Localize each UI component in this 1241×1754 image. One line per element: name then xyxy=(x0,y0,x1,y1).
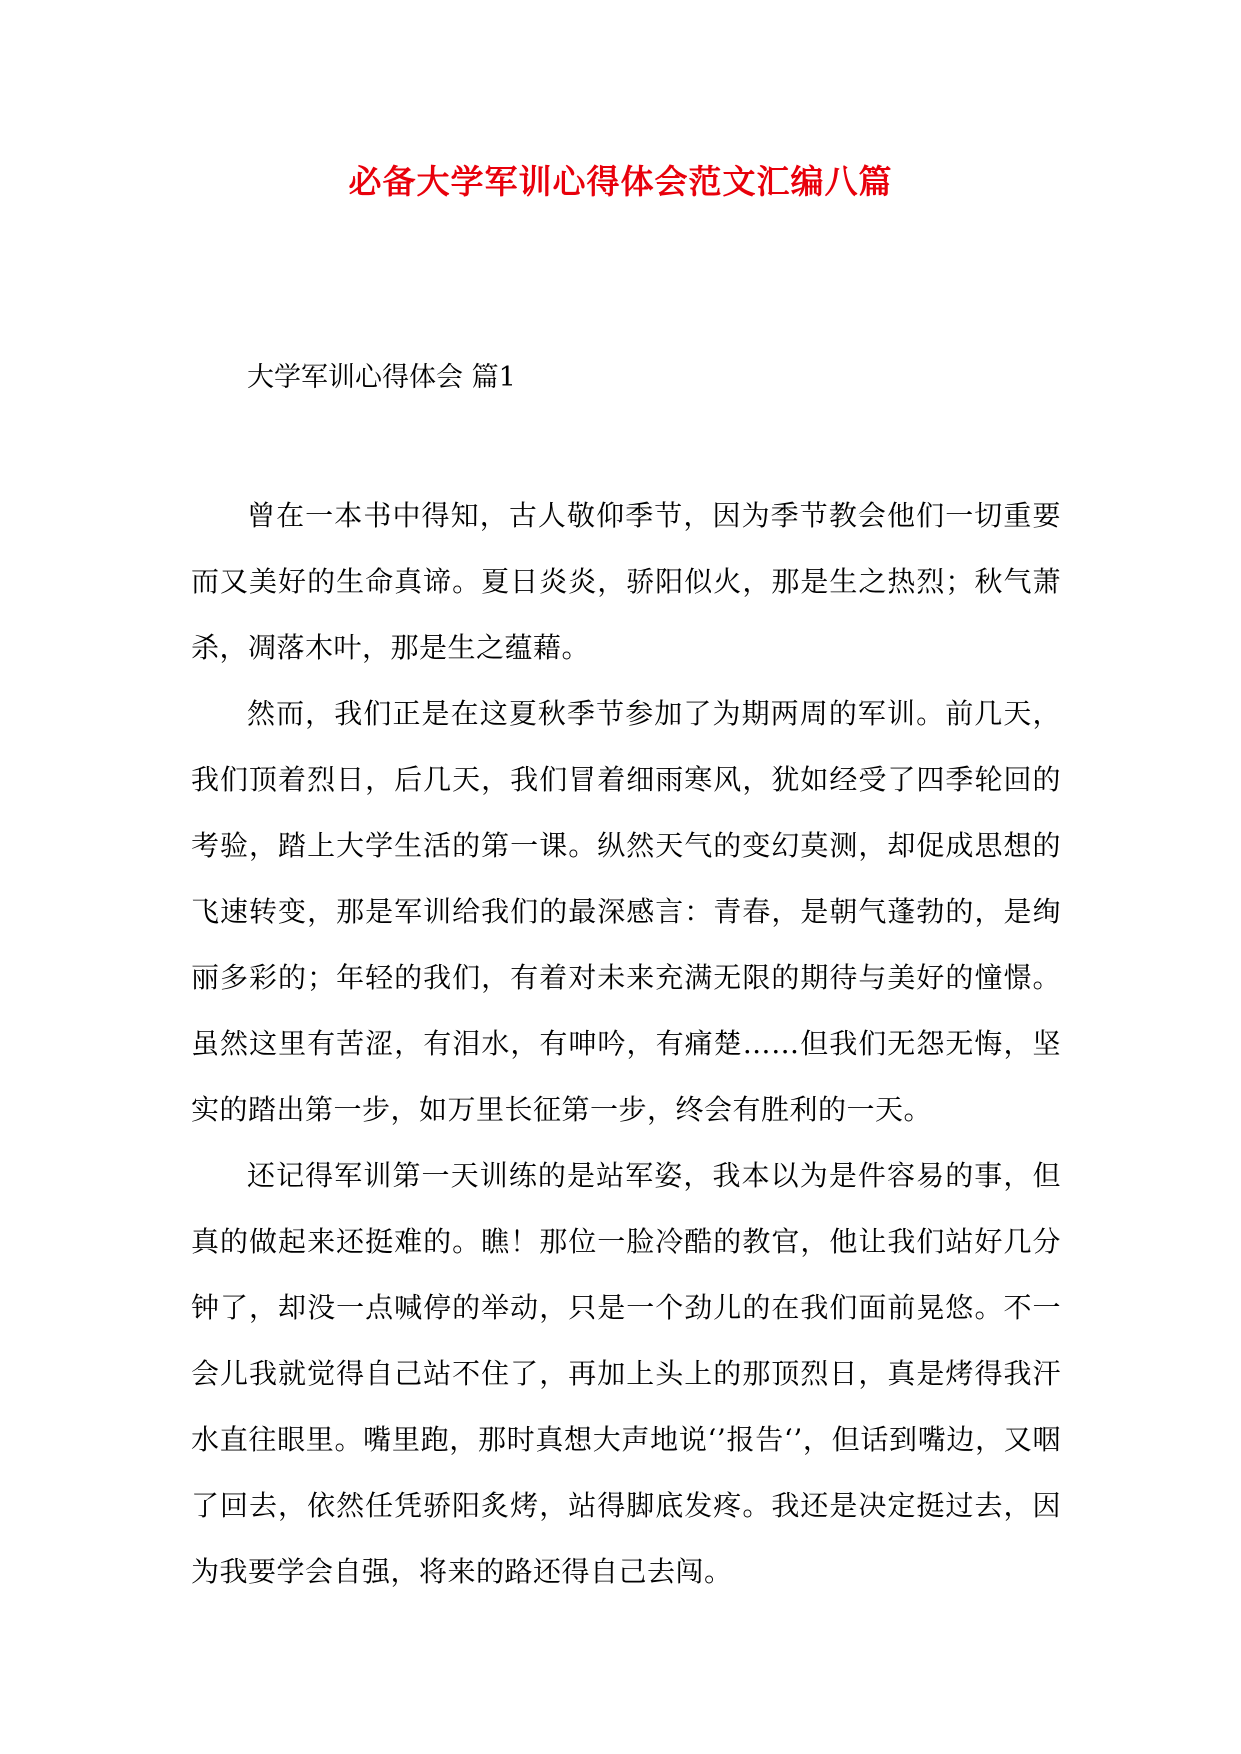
paragraph: 然而，我们正是在这夏秋季节参加了为期两周的军训。前几天，我们顶着烈日，后几天，我们冒着细雨寒风，犹如经受了四季轮回的考验，踏上大学生活的第一课。纵然天气的变幻莫测，却促成思想的飞速转变，那是军训给我们的最深感言：青春，是朝气蓬勃的，是绚丽多彩的；年轻的我们，有着对未来充满无限的期待与美好的憧憬。虽然这里有苦涩，有泪水，有呻吟，有痛楚……但我们无怨无悔，坚实的踏出第一步，如万里长征第一步，终会有胜利的一天。 xyxy=(191,697,1061,1126)
document-body xyxy=(191,483,1061,1605)
document-title: 必备大学军训心得体会范文汇编八篇 xyxy=(348,162,893,201)
section-heading: 大学军训心得体会 篇1 xyxy=(247,362,516,393)
paragraph: 还记得军训第一天训练的是站军姿，我本以为是件容易的事，但真的做起来还挺难的。瞧！那位一脸冷酷的教官，他让我们站好几分钟了，却没一点喊停的举动，只是一个劲儿的在我们面前晃悠。不一会儿我就觉得自己站不住了，再加上头上的那顶烈日，真是烤得我汗水直往眼里。嘴里跑，那时真想大声地说‘’报告‘’，但话到嘴边，又咽了回去，依然任凭骄阳炙烤，站得脚底发疼。我还是决定挺过去，因为我要学会自强，将来的路还得自己去闯。 xyxy=(191,1159,1061,1588)
paragraph: 曾在一本书中得知，古人敬仰季节，因为季节教会他们一切重要而又美好的生命真谛。夏日炎炎，骄阳似火，那是生之热烈；秋气萧杀，凋落木叶，那是生之蕴藉。 xyxy=(191,499,1061,664)
